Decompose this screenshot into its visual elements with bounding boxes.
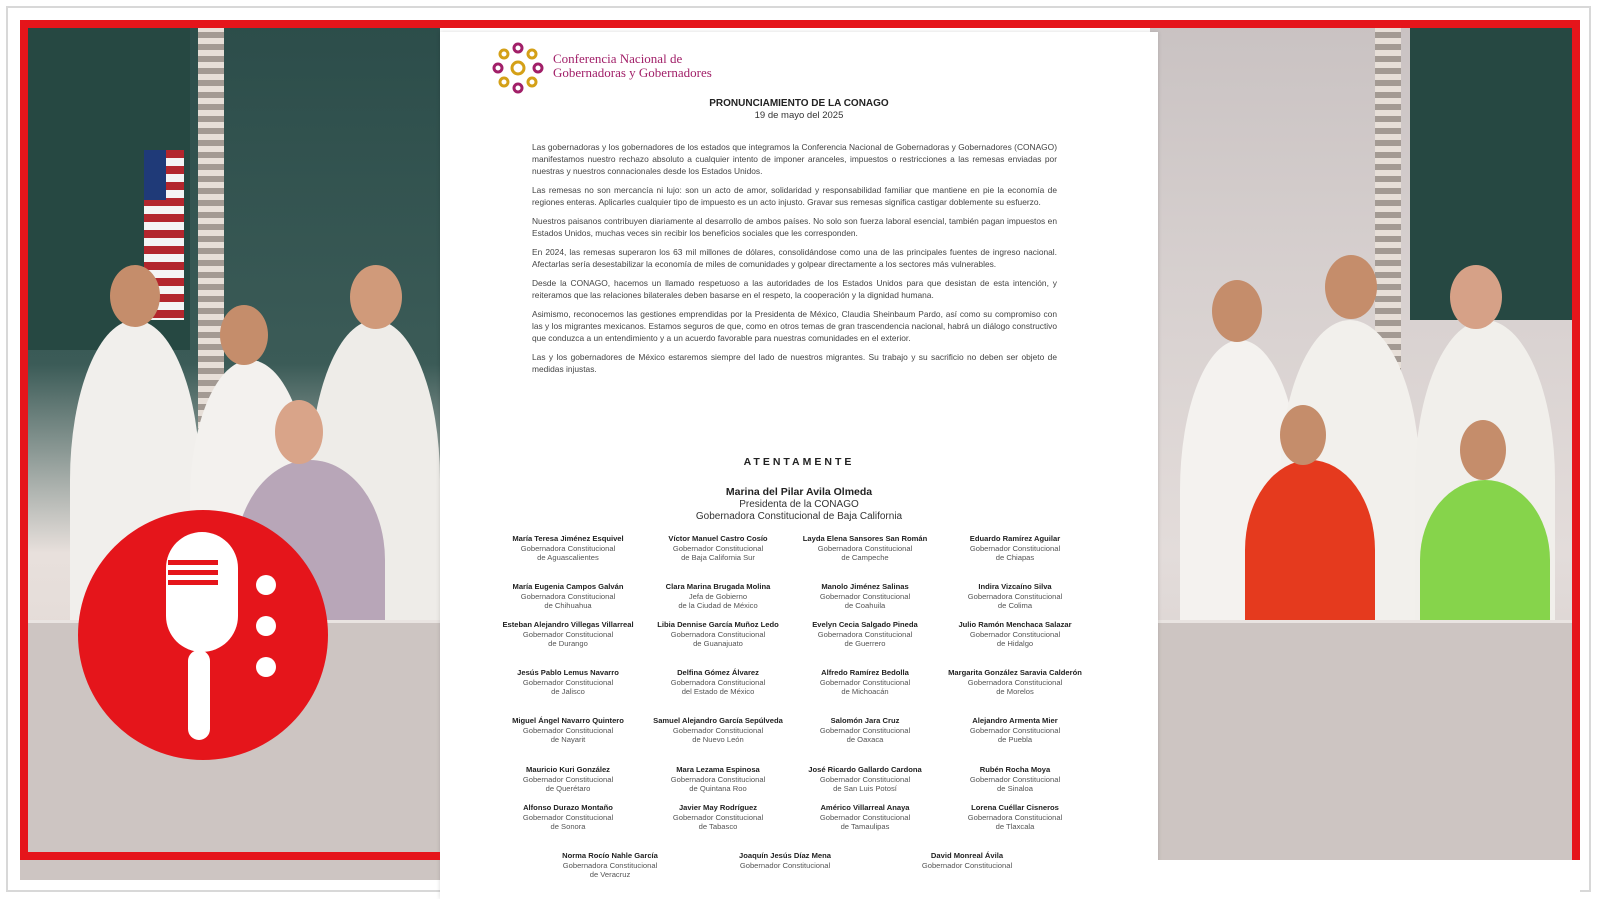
signatory-role: Gobernadora Constitucional	[520, 591, 616, 601]
signatory	[940, 716, 1090, 745]
signatory-role: Gobernador Constitucional	[672, 543, 764, 553]
signatory	[940, 582, 1090, 611]
signatory	[892, 851, 1042, 870]
signatory-role: Gobernador Constitucional	[819, 677, 911, 687]
signatory-name: Salomón Jara Cruz	[830, 716, 900, 725]
signatory	[535, 851, 685, 880]
signatory-role: Gobernadora Constitucional	[670, 677, 766, 687]
signatory	[493, 716, 643, 745]
dot	[256, 575, 276, 595]
organization-name	[553, 52, 773, 80]
mic-stem	[188, 650, 210, 740]
document-title: PRONUNCIAMIENTO DE LA CONAGO	[709, 98, 889, 109]
signatory-role: Gobernador Constitucional	[672, 812, 764, 822]
conago-logo-icon	[488, 38, 548, 98]
signatory-name: Clara Marina Brugada Molina	[665, 582, 771, 591]
signatory-state: de Colima	[997, 601, 1033, 611]
paragraph: Las gobernadoras y los gobernadores de los estados que integramos la Conferencia Nacional de Gobernadoras y Gobernadores (CONAGO) manifestamos nuestro rechazo absoluto a cualquier intento de imponer aranceles, impuestos o restricciones a las remesas enviadas por nuestras y nuestros connacionales desde los Estados Unidos.	[532, 142, 1057, 176]
signatory	[643, 803, 793, 832]
president-title: Gobernadora Constitucional de Baja California	[695, 511, 903, 522]
signatory-state: de Hidalgo	[996, 639, 1034, 649]
signatory-name: Eduardo Ramírez Aguilar	[969, 534, 1061, 543]
paragraph: Asimismo, reconocemos las gestiones emprendidas por la Presidenta de México, Claudia Sheinbaum Pardo, así como su compromiso con las y los migrantes mexicanos. Estamos seguros de que, como en otros temas de gran trascendencia nacional, habrá un diálogo constructivo que conduzca a un entendimiento y a un acuerdo favorable para nuestras comunidades en el exterior.	[532, 309, 1057, 343]
signatory-role: Gobernador Constitucional	[739, 860, 831, 870]
signatory-role: Gobernador Constitucional	[969, 629, 1061, 639]
signatory-role: Gobernador Constitucional	[969, 725, 1061, 735]
signatory-role: Gobernadora Constitucional	[967, 591, 1063, 601]
paragraph: Nuestros paisanos contribuyen diariamente al desarrollo de ambos países. No solo son fuerza laboral esencial, también pagan impuestos en Estados Unidos, muchas veces sin recibir los beneficios sociales que les corresponden.	[532, 216, 1057, 238]
signatory-state: de Quintana Roo	[689, 784, 747, 794]
signatory-role: Gobernador Constitucional	[522, 725, 614, 735]
signatory-state: de Nayarit	[550, 735, 586, 745]
signatory-name: Javier May Rodríguez	[678, 803, 758, 812]
dot	[256, 616, 276, 636]
signatory	[940, 668, 1090, 697]
org-line-1: Conferencia Nacional de	[553, 51, 683, 66]
signatory-state: del Estado de México	[681, 687, 755, 697]
signatory	[790, 534, 940, 563]
signatory-role: Gobernador Constitucional	[819, 812, 911, 822]
signatory-name: Indira Vizcaíno Silva	[978, 582, 1052, 591]
signatory-state: de Sinaloa	[997, 784, 1033, 794]
red-frame-right	[1572, 20, 1580, 860]
signatory-name: Libia Dennise García Muñoz Ledo	[657, 620, 779, 629]
signatory-name: María Teresa Jiménez Esquivel	[512, 534, 624, 543]
signatory-state: de Nuevo León	[692, 735, 744, 745]
signatory-state: de Michoacán	[841, 687, 889, 697]
signatory-state: de Aguascalientes	[537, 553, 599, 563]
paragraph: Desde la CONAGO, hacemos un llamado respetuoso a las autoridades de los Estados Unidos para que desistan de esta intención, y reiteramos que las relaciones bilaterales deben basarse en el respeto, la cooperación y la dignidad humana.	[532, 278, 1057, 300]
signatory-state: de Tlaxcala	[995, 822, 1035, 832]
signatory	[710, 851, 860, 870]
signatory	[790, 716, 940, 745]
signatory-state: de Chihuahua	[544, 601, 592, 611]
signatory-role: Gobernador Constitucional	[522, 629, 614, 639]
conago-statement-document	[440, 32, 1158, 899]
signatory-name: Samuel Alejandro García Sepúlveda	[653, 716, 783, 725]
signatory-role: Gobernadora Constitucional	[967, 677, 1063, 687]
president-role: Presidenta de la CONAGO	[739, 499, 859, 510]
page-footer-blank	[1150, 860, 1580, 899]
signatory-role: Gobernador Constitucional	[522, 774, 614, 784]
signatory-role: Gobernadora Constitucional	[670, 629, 766, 639]
signatory-role: Gobernador Constitucional	[819, 774, 911, 784]
signatory	[643, 668, 793, 697]
paragraph: Las remesas no son mercancía ni lujo: son un acto de amor, solidaridad y responsabilidad familiar que mantiene en pie la economía de regiones enteras. Aplicarles cualquier tipo de impuesto es un acto injusto. Gravar sus remesas significa castigar doblemente su esfuerzo.	[532, 185, 1057, 207]
signatory-state: de Chiapas	[995, 553, 1035, 563]
signatory-name: Mara Lezama Espinosa	[676, 765, 760, 774]
signatory-name: David Monreal Ávila	[930, 851, 1004, 860]
signatory-name: Margarita González Saravia Calderón	[948, 668, 1082, 677]
signatory	[790, 803, 940, 832]
signatory	[940, 620, 1090, 649]
signatory-role: Gobernador Constitucional	[522, 677, 614, 687]
signatory-state: de la Ciudad de México	[678, 601, 758, 611]
signatory-role: Gobernadora Constitucional	[562, 860, 658, 870]
signatory	[940, 803, 1090, 832]
signatory-role: Gobernador Constitucional	[819, 591, 911, 601]
signatory-name: Evelyn Cecia Salgado Pineda	[812, 620, 918, 629]
signatory-name: Manolo Jiménez Salinas	[821, 582, 909, 591]
signatory	[940, 765, 1090, 794]
signatory-role: Gobernadora Constitucional	[817, 543, 913, 553]
signatory-name: Jesús Pablo Lemus Navarro	[517, 668, 619, 677]
microphone-icon	[78, 510, 328, 760]
signatory	[493, 620, 643, 649]
signatory-role: Gobernadora Constitucional	[670, 774, 766, 784]
signatory	[493, 668, 643, 697]
signatory	[493, 534, 643, 563]
signatory-name: Norma Rocío Nahle García	[562, 851, 658, 860]
signatory-state: de Coahuila	[844, 601, 886, 611]
signatory-state: de Morelos	[996, 687, 1034, 697]
signatory-name: Layda Elena Sansores San Román	[802, 534, 928, 543]
signatory-state: de Oaxaca	[846, 735, 884, 745]
signatory-role: Gobernador Constitucional	[672, 725, 764, 735]
president-name: Marina del Pilar Avila Olmeda	[725, 486, 873, 498]
signatory	[493, 765, 643, 794]
signatory-role: Gobernador Constitucional	[522, 812, 614, 822]
signatory	[643, 620, 793, 649]
signatory	[790, 668, 940, 697]
signatory-name: Víctor Manuel Castro Cosío	[668, 534, 768, 543]
signatory	[790, 620, 940, 649]
signatory-role: Jefa de Gobierno	[688, 591, 748, 601]
signatory-state: de Querétaro	[545, 784, 591, 794]
signatory-state: de Tamaulipas	[840, 822, 890, 832]
signatory-name: Esteban Alejandro Villegas Villarreal	[502, 620, 634, 629]
signatory-state: de Puebla	[997, 735, 1033, 745]
paragraph: En 2024, las remesas superaron los 63 mil millones de dólares, consolidándose como una de las principales fuentes de ingreso nacional. Afectarlas sería desestabilizar la economía de miles de comunidades y golpear directamente a los sectores más vulnerables.	[532, 247, 1057, 269]
signatory-role: Gobernador Constitucional	[969, 543, 1061, 553]
signatory-role: Gobernador Constitucional	[969, 774, 1061, 784]
signatory	[790, 765, 940, 794]
signatory-name: Alfredo Ramírez Bedolla	[821, 668, 909, 677]
org-line-2: Gobernadoras y Gobernadores	[553, 65, 712, 80]
statement-body	[532, 141, 1057, 382]
signatory-role: Gobernadora Constitucional	[967, 812, 1063, 822]
signatory	[790, 582, 940, 611]
red-frame-left	[20, 20, 28, 860]
signatory	[643, 765, 793, 794]
signatory-name: Alejandro Armenta Mier	[972, 716, 1058, 725]
signatory-state: de Durango	[548, 639, 588, 649]
signatory-state: de Guanajuato	[693, 639, 743, 649]
signatory-state: de Sonora	[550, 822, 586, 832]
signatory-state: de Baja California Sur	[681, 553, 755, 563]
signatory-state: de Jalisco	[551, 687, 585, 697]
signatory-name: Rubén Rocha Moya	[979, 765, 1051, 774]
paragraph: Las y los gobernadores de México estaremos siempre del lado de nuestros migrantes. Su trabajo y su sacrificio no deben ser objeto de medidas injustas.	[532, 352, 1057, 374]
signatory-state: de Campeche	[841, 553, 889, 563]
mic-head	[166, 532, 238, 652]
signatory	[940, 534, 1090, 563]
signatory	[643, 582, 793, 611]
signatory-role: Gobernadora Constitucional	[520, 543, 616, 553]
signatory-role: Gobernadora Constitucional	[817, 629, 913, 639]
signatory-name: Alfonso Durazo Montaño	[523, 803, 613, 812]
signatory-name: Julio Ramón Menchaca Salazar	[958, 620, 1072, 629]
signatory-state: de Tabasco	[698, 822, 738, 832]
signatory-name: Joaquín Jesús Díaz Mena	[739, 851, 831, 860]
dot	[256, 657, 276, 677]
closing-word: ATENTAMENTE	[743, 456, 855, 468]
red-frame-top	[20, 20, 1580, 28]
signatory-name: Mauricio Kuri González	[526, 765, 610, 774]
signatory-role: Gobernador Constitucional	[819, 725, 911, 735]
signatory	[643, 716, 793, 745]
signatory	[493, 582, 643, 611]
signatory-state: de Veracruz	[589, 870, 631, 880]
red-frame-bottom	[20, 852, 440, 860]
signatory-name: Lorena Cuéllar Cisneros	[971, 803, 1059, 812]
signatory-name: Miguel Ángel Navarro Quintero	[512, 716, 624, 725]
signatory-state: de San Luis Potosí	[833, 784, 897, 794]
signatory-name: Américo Villarreal Anaya	[820, 803, 910, 812]
signatory	[493, 803, 643, 832]
signatory-name: Delfina Gómez Álvarez	[677, 668, 759, 677]
signatory-name: José Ricardo Gallardo Cardona	[808, 765, 922, 774]
signatory-name: María Eugenia Campos Galván	[512, 582, 624, 591]
signatory-role: Gobernador Constitucional	[921, 860, 1013, 870]
signatory-state: de Guerrero	[844, 639, 886, 649]
signatory	[643, 534, 793, 563]
document-date: 19 de mayo del 2025	[754, 110, 844, 121]
